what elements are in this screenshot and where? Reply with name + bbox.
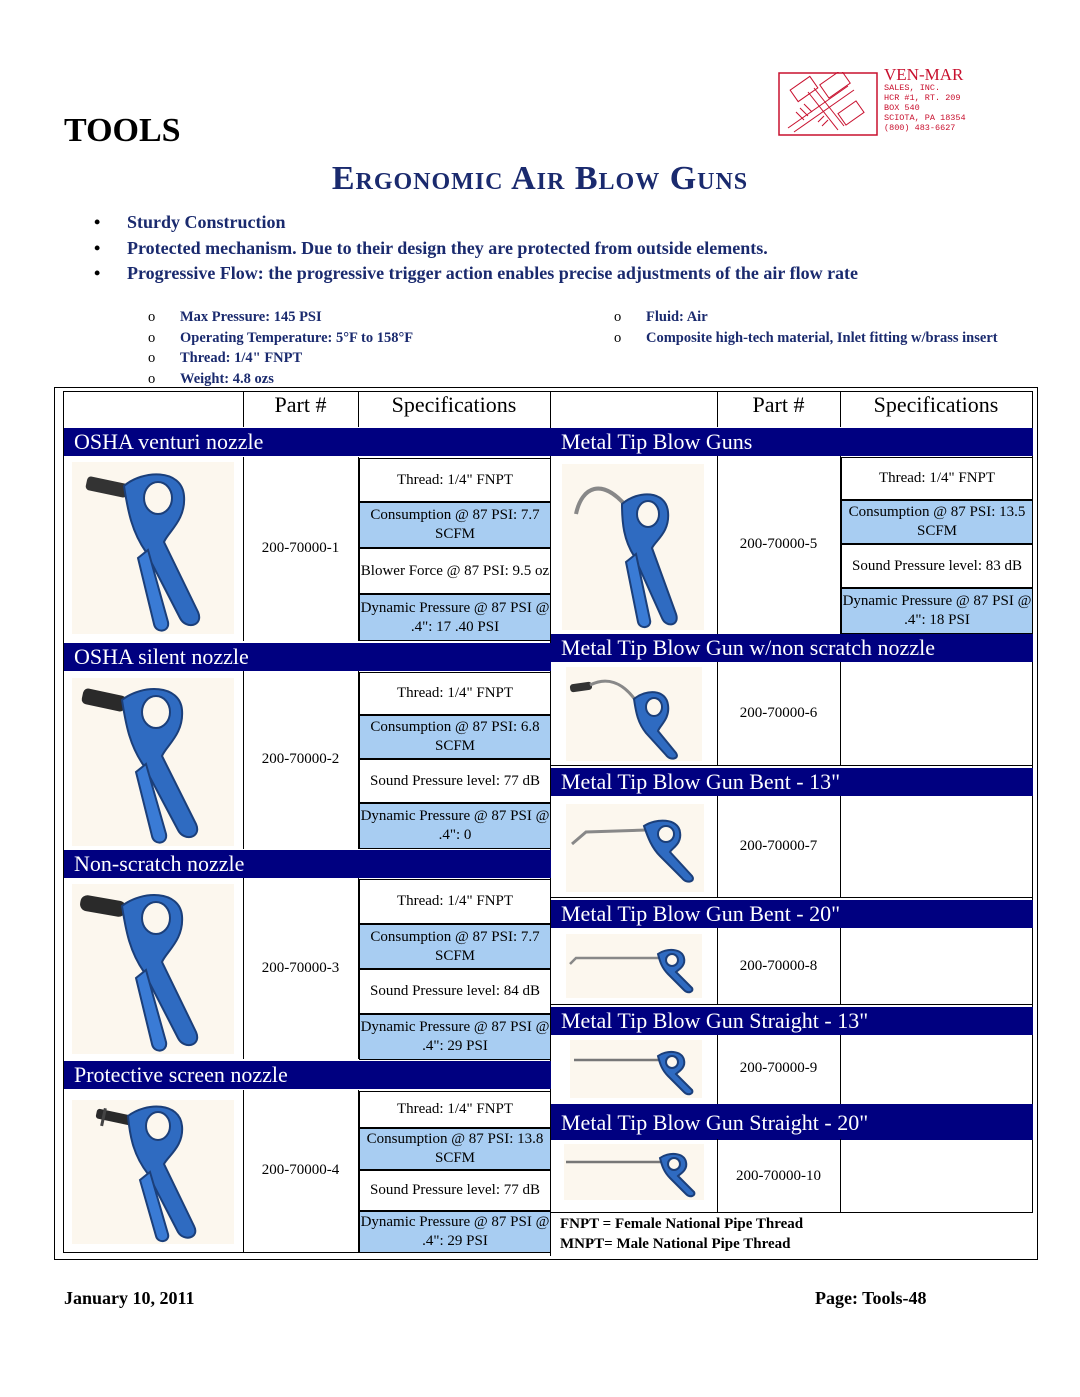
blow-gun-icon	[570, 1040, 702, 1098]
spec-cell: Dynamic Pressure @ 87 PSI @ .4": 18 PSI	[841, 588, 1033, 634]
page-heading: Ergonomic Air Blow Guns	[331, 160, 749, 197]
spec-cell: Consumption @ 87 PSI: 6.8 SCFM	[359, 715, 551, 759]
footer-page-number: Page: Tools-48	[815, 1288, 927, 1308]
part-number: 200-70000-1	[261, 540, 340, 556]
header-part-right: Part #	[752, 392, 805, 417]
spec-list-left	[148, 307, 568, 389]
blow-gun-icon	[564, 1144, 704, 1200]
spec-item: o Fluid: Air	[614, 307, 1034, 328]
blow-gun-image	[562, 464, 704, 630]
spec-cell: Consumption @ 87 PSI: 7.7 SCFM	[359, 502, 551, 548]
blow-gun-icon	[72, 678, 234, 846]
product-title: OSHA silent nozzle	[64, 643, 551, 671]
blow-gun-image	[566, 667, 702, 761]
blow-gun-icon	[566, 804, 704, 892]
product-title: Metal Tip Blow Guns	[551, 428, 1033, 456]
spec-item: o Weight: 4.8 ozs	[148, 369, 568, 390]
blow-gun-icon	[72, 1100, 234, 1244]
blow-gun-image	[72, 1100, 234, 1244]
spec-item: o Composite high-tech material, Inlet fitting w/brass insert	[614, 328, 1034, 349]
section-title: TOOLS	[64, 112, 181, 149]
header-specs-left: Specifications	[391, 392, 517, 417]
product-title: Protective screen nozzle	[64, 1061, 551, 1089]
bullet-item: • Protected mechanism. Due to their design they are protected from outside elements.	[94, 238, 858, 264]
logo-company-name: VEN-MAR	[884, 65, 964, 84]
spec-cell: Dynamic Pressure @ 87 PSI @ .4": 0	[359, 803, 551, 849]
spec-cell: Thread: 1/4" FNPT	[359, 1091, 551, 1128]
blow-gun-image	[564, 1144, 704, 1200]
blow-gun-image	[72, 884, 234, 1054]
product-title: Metal Tip Blow Gun Straight - 13"	[551, 1007, 1033, 1035]
part-number: 200-70000-6	[739, 705, 818, 721]
product-title: Metal Tip Blow Gun Bent - 20"	[551, 900, 1033, 928]
part-number: 200-70000-8	[739, 958, 818, 974]
spec-cell: Sound Pressure level: 77 dB	[359, 1170, 551, 1211]
part-number: 200-70000-7	[739, 838, 818, 854]
spec-cell: Consumption @ 87 PSI: 7.7 SCFM	[359, 924, 551, 969]
logo-line: (800) 483-6627	[884, 123, 956, 133]
spec-cell: Thread: 1/4" FNPT	[841, 457, 1033, 500]
blow-gun-icon	[566, 667, 702, 761]
spec-cell: Dynamic Pressure @ 87 PSI @ .4": 29 PSI	[359, 1014, 551, 1060]
blow-gun-icon	[72, 884, 234, 1054]
blow-gun-image	[566, 934, 702, 998]
bullet-item: • Progressive Flow: the progressive trigger action enables precise adjustments of the air flow rate	[94, 263, 858, 289]
spec-cell: Consumption @ 87 PSI: 13.8 SCFM	[359, 1128, 551, 1170]
header-part-left: Part #	[274, 392, 327, 417]
blow-gun-icon	[72, 462, 234, 634]
product-title: Non-scratch nozzle	[64, 850, 551, 878]
header-specs-right: Specifications	[873, 392, 999, 417]
footnote-mnpt: MNPT= Male National Pipe Thread	[560, 1236, 791, 1252]
logo-line: HCR #1, RT. 209	[884, 93, 961, 103]
spec-cell: Dynamic Pressure @ 87 PSI @ .4": 29 PSI	[359, 1211, 551, 1253]
part-number: 200-70000-4	[261, 1162, 340, 1178]
spec-item: o Thread: 1/4" FNPT	[148, 348, 568, 369]
logo-line: BOX 540	[884, 103, 920, 113]
part-number: 200-70000-2	[261, 751, 340, 767]
product-title: Metal Tip Blow Gun Bent - 13"	[551, 768, 1033, 796]
blow-gun-image	[72, 462, 234, 634]
part-number: 200-70000-9	[739, 1060, 818, 1076]
blow-gun-image	[72, 678, 234, 846]
spec-cell: Thread: 1/4" FNPT	[359, 879, 551, 924]
logo-line: SCIOTA, PA 18354	[884, 113, 966, 123]
product-title: Metal Tip Blow Gun Straight - 20"	[551, 1104, 1033, 1140]
blow-gun-icon	[562, 464, 704, 630]
spec-cell: Thread: 1/4" FNPT	[359, 672, 551, 715]
spec-cell: Sound Pressure level: 83 dB	[841, 544, 1033, 588]
spec-cell: Thread: 1/4" FNPT	[359, 458, 551, 502]
footnote-fnpt: FNPT = Female National Pipe Thread	[560, 1216, 804, 1232]
blow-gun-image	[566, 804, 704, 892]
spec-cell: Consumption @ 87 PSI: 13.5 SCFM	[841, 500, 1033, 544]
part-number: 200-70000-5	[739, 536, 818, 552]
logo-line: SALES, INC.	[884, 83, 941, 93]
blow-gun-image	[570, 1040, 702, 1098]
part-number: 200-70000-3	[261, 960, 340, 976]
spec-item: o Max Pressure: 145 PSI	[148, 307, 568, 328]
ven-mar-logo-icon	[778, 72, 878, 136]
product-title: OSHA venturi nozzle	[64, 428, 551, 456]
spec-cell: Sound Pressure level: 84 dB	[359, 969, 551, 1014]
blow-gun-icon	[566, 934, 702, 998]
company-logo	[778, 66, 1008, 142]
bullet-item: • Sturdy Construction	[94, 212, 858, 238]
footer-date: January 10, 2011	[64, 1288, 195, 1308]
product-title: Metal Tip Blow Gun w/non scratch nozzle	[551, 634, 1033, 662]
part-number: 200-70000-10	[736, 1168, 821, 1184]
spec-cell: Dynamic Pressure @ 87 PSI @ .4": 17 .40 PSI	[359, 594, 551, 641]
spec-cell: Blower Force @ 87 PSI: 9.5 oz	[359, 548, 551, 594]
feature-bullets	[94, 212, 858, 289]
spec-item: o Operating Temperature: 5°F to 158°F	[148, 328, 568, 349]
spec-cell: Sound Pressure level: 77 dB	[359, 759, 551, 803]
spec-list-right	[614, 307, 1034, 348]
